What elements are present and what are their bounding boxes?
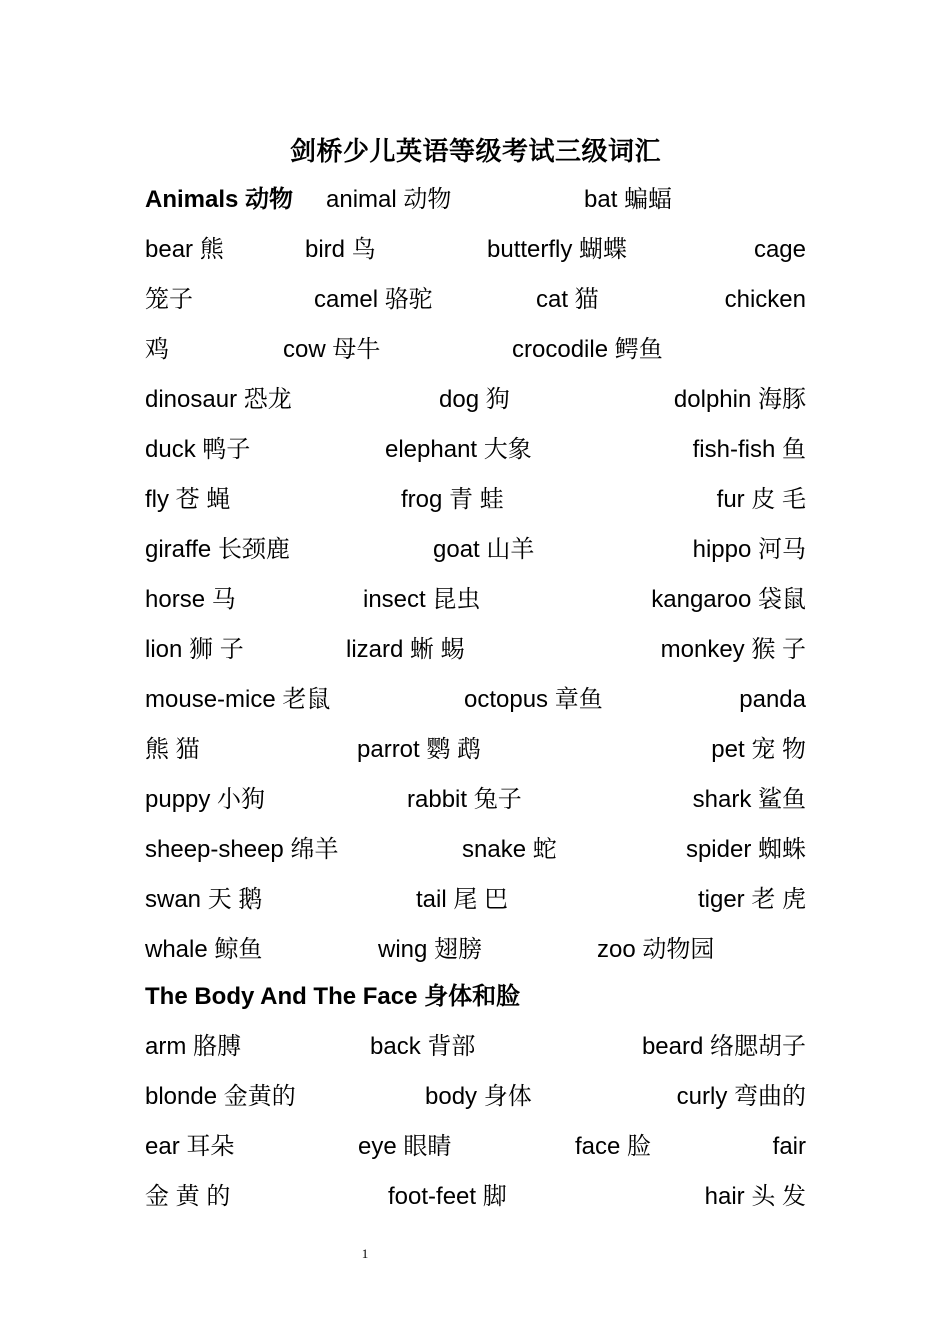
vocab-entry: fly 苍 蝇 [145,486,231,513]
vocab-entry: sheep-sheep 绵羊 [145,836,339,863]
vocab-line [145,630,806,670]
vocab-line [145,180,806,220]
vocab-entry: elephant 大象 [385,436,532,463]
vocab-entry: whale 鲸鱼 [145,936,263,963]
vocab-line [145,730,806,770]
vocab-line [145,280,806,320]
vocab-entry: octopus 章鱼 [464,686,603,713]
vocab-entry: parrot 鹦 鹉 [357,736,482,763]
vocab-entry: body 身体 [425,1083,532,1110]
vocab-entry: tail 尾 巴 [416,886,509,913]
vocab-entry: animal 动物 [326,186,452,213]
vocab-entry: curly 弯曲的 [676,1083,806,1110]
vocab-entry: insect 昆虫 [363,586,481,613]
vocab-entry: rabbit 兔子 [407,786,522,813]
vocab-entry: arm 胳膊 [145,1033,241,1060]
vocab-line [145,580,806,620]
vocab-entry: beard 络腮胡子 [641,1033,806,1060]
vocab-entry: kangaroo 袋鼠 [651,586,806,613]
vocab-entry: lizard 蜥 蜴 [346,636,465,663]
vocab-entry: foot-feet 脚 [388,1183,507,1210]
vocab-entry: 鸡 [145,336,169,363]
vocab-entry: swan 天 鹅 [145,886,263,913]
vocab-line [145,230,806,270]
vocab-entry: bird 鸟 [305,236,376,263]
vocab-line [145,830,806,870]
vocab-entry: 金 黄 的 [145,1183,231,1210]
vocab-entry: goat 山羊 [433,536,535,563]
vocab-line [145,480,806,520]
vocab-entry: back 背部 [370,1033,476,1060]
section-heading-animals: Animals 动物 [145,186,294,213]
vocab-line [145,1127,806,1167]
vocab-entry: puppy 小狗 [145,786,266,813]
vocab-line [145,1177,806,1217]
vocab-entry: butterfly 蝴蝶 [487,236,628,263]
vocab-line [145,430,806,470]
vocab-line [145,780,806,820]
vocab-entry: shark 鲨鱼 [692,786,806,813]
vocab-entry: spider 蜘蛛 [685,836,806,863]
vocab-entry: camel 骆驼 [314,286,433,313]
vocab-entry: cow 母牛 [283,336,381,363]
vocab-entry: 笼子 [145,286,193,313]
vocab-entry: dolphin 海豚 [673,386,806,413]
vocab-line [145,880,806,920]
vocab-line [145,330,806,370]
vocab-entry: monkey 猴 子 [660,636,806,663]
vocab-entry: 熊 猫 [145,736,200,763]
vocab-entry: dinosaur 恐龙 [145,386,292,413]
vocab-entry: zoo 动物园 [597,936,715,963]
vocab-entry: pet 宠 物 [711,736,806,763]
vocab-line [145,1027,806,1067]
vocab-entry: blonde 金黄的 [145,1083,296,1110]
vocab-entry: crocodile 鳄鱼 [512,336,663,363]
vocab-line [145,380,806,420]
vocab-entry: bear 熊 [145,236,224,263]
vocab-entry: snake 蛇 [462,836,557,863]
page-title: 剑桥少儿英语等级考试三级词汇 [289,137,661,167]
vocab-entry: bat 蝙蝠 [584,186,673,213]
vocab-entry: fair [772,1133,806,1160]
vocab-entry: fur 皮 毛 [716,486,806,513]
section-heading-body: The Body And The Face 身体和脸 [145,983,521,1010]
vocab-entry: cage [753,236,806,263]
vocab-entry: tiger 老 虎 [697,886,806,913]
vocab-entry: face 脸 [575,1133,652,1160]
vocab-entry: mouse-mice 老鼠 [145,686,331,713]
vocab-line [145,977,806,1017]
vocab-entry: wing 翅膀 [378,936,483,963]
vocab-entry: fish-fish 鱼 [692,436,806,463]
vocab-entry: giraffe 长颈鹿 [145,536,290,563]
page-number: 1 [361,1246,369,1261]
vocab-entry: duck 鸭子 [145,436,251,463]
vocab-entry: lion 狮 子 [145,636,244,663]
vocab-line [145,1077,806,1117]
vocab-entry: hippo 河马 [692,536,806,563]
vocab-entry: chicken [724,286,806,313]
vocab-line [145,530,806,570]
vocab-line [145,930,806,970]
vocab-entry: hair 头 发 [704,1183,806,1210]
vocab-entry: dog 狗 [439,386,510,413]
vocab-entry: horse 马 [145,586,236,613]
vocab-entry: ear 耳朵 [145,1133,235,1160]
vocab-entry: cat 猫 [536,286,599,313]
vocab-entry: frog 青 蛙 [401,486,504,513]
vocab-entry: eye 眼睛 [358,1133,452,1160]
vocab-entry: panda [739,686,806,713]
vocab-line [145,680,806,720]
